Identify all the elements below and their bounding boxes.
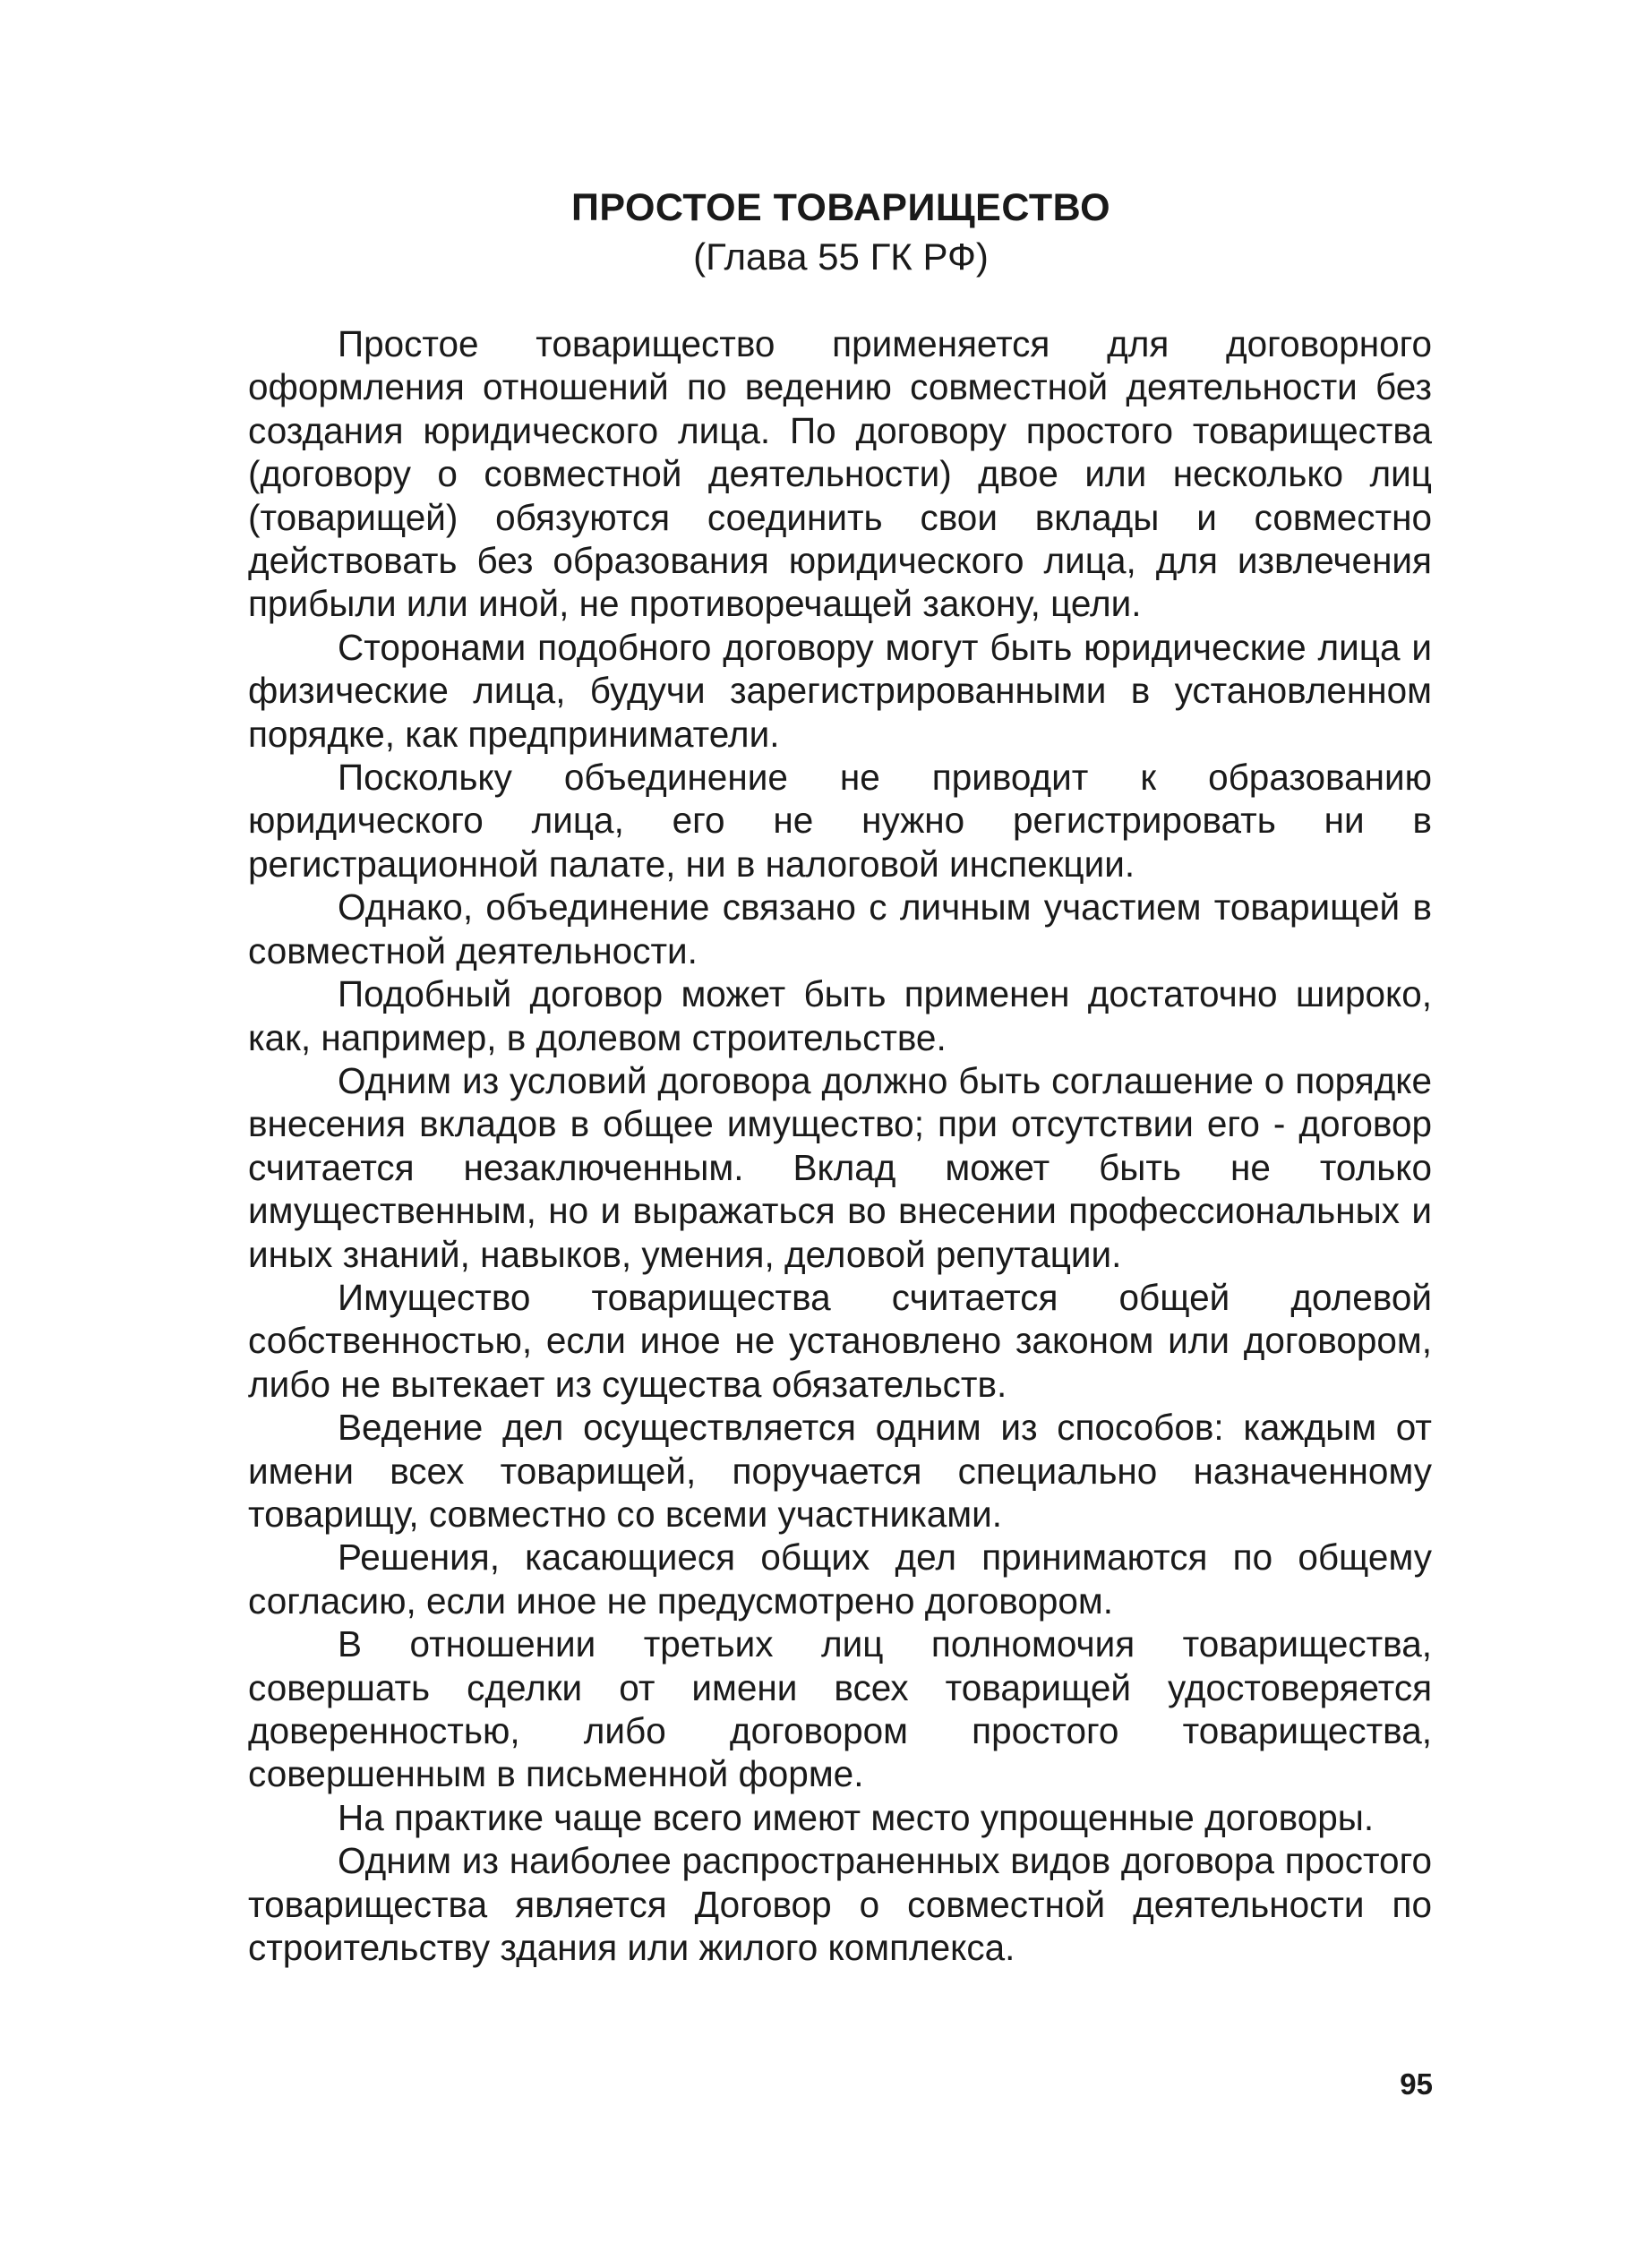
page-number: 95: [1400, 2067, 1433, 2101]
paragraph: Поскольку объединение не приводит к образованию юридического лица, его не нужно регистрировать ни в регистрационной палате, ни в налоговой инспекции.: [248, 757, 1432, 885]
paragraph: Однако, объединение связано с личным участием товарищей в совместной деятельности.: [248, 886, 1432, 971]
paragraph: На практике чаще всего имеют место упрощенные договоры.: [338, 1796, 1375, 1838]
page-title: ПРОСТОЕ ТОВАРИЩЕСТВО: [570, 186, 1111, 229]
paragraph: В отношении третьих лиц полномочия товарищества, совершать сделки от имени всех товарищей удостоверяется доверенностью, либо договором простого товарищества, совершенным в письменной форме.: [248, 1623, 1432, 1795]
body-text: [248, 322, 1432, 1969]
paragraph: Подобный договор может быть применен достаточно широко, как, например, в долевом строительстве.: [248, 973, 1432, 1058]
paragraph: Сторонами подобного договору могут быть юридические лица и физические лица, будучи зарегистрированными в установленном порядке, как предприниматели.: [248, 626, 1432, 755]
paragraph: Одним из условий договора должно быть соглашение о порядке внесения вкладов в общее имущество; при отсутствии его - договор считается незаключенным. Вклад может быть не только имущественным, но и выражаться во внесении профессиональных и иных знаний, навыков, умения, деловой репутации.: [248, 1059, 1432, 1275]
paragraph: Имущество товарищества считается общей долевой собственностью, если иное не установлено законом или договором, либо не вытекает из существа обязательств.: [248, 1276, 1432, 1405]
paragraph: Решения, касающиеся общих дел принимаются по общему согласию, если иное не предусмотрено договором.: [248, 1536, 1432, 1622]
paragraph: Одним из наиболее распространенных видов договора простого товарищества является Договор о совместной деятельности по строительству здания или жилого комплекса.: [248, 1840, 1432, 1969]
paragraph: Ведение дел осуществляется одним из способов: каждым от имени всех товарищей, поручается специально назначенному товарищу, совместно со всеми участниками.: [248, 1407, 1432, 1535]
page-subtitle: (Глава 55 ГК РФ): [693, 235, 989, 278]
paragraph: Простое товарищество применяется для договорного оформления отношений по ведению совместной деятельности без создания юридического лица. По договору простого товарищества (договору о совместной деятельности) двое или несколько лиц (товарищей) обязуются соединить свои вклады и совместно действовать без образования юридического лица, для извлечения прибыли или иной, не противоречащей закону, цели.: [248, 323, 1432, 625]
